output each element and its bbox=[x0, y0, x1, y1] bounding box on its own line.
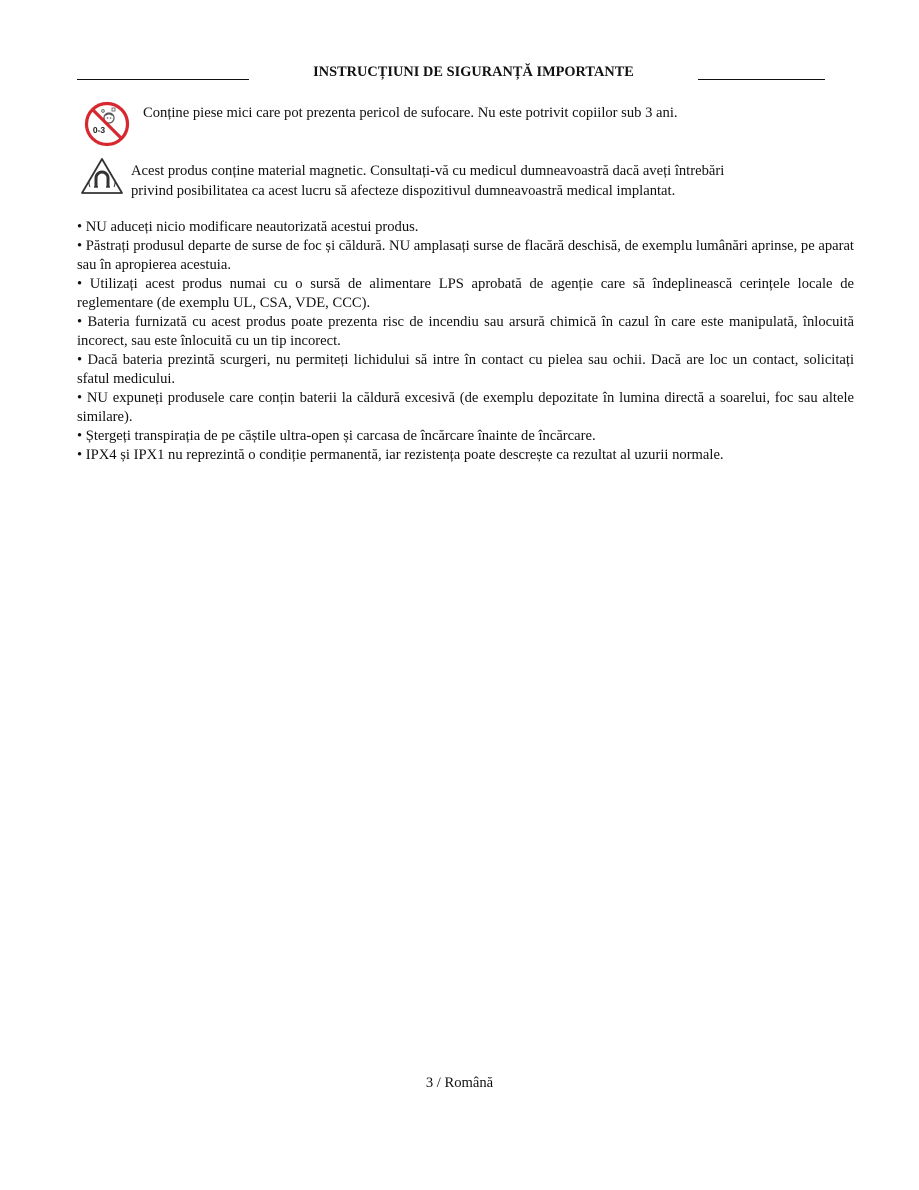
bullet-item: • NU aduceți nicio modificare neautorizată acestui produs. bbox=[77, 219, 419, 235]
page-title: INSTRUCȚIUNI DE SIGURANȚĂ IMPORTANTE bbox=[313, 64, 634, 80]
safety-bullet-list bbox=[77, 218, 854, 465]
bullet-item: • NU expuneți produsele care conțin baterii la căldură excesivă (de exemplu depozitate în lumina directă a soarelui, foc sau altele similare). bbox=[77, 390, 854, 425]
heading-rule-right bbox=[698, 79, 825, 80]
heading-rule-left bbox=[77, 79, 249, 80]
magnet-warning-line: privind posibilitatea ca acest lucru să afecteze dispozitivul dumneavoastră medical implantat. bbox=[131, 183, 676, 199]
page-number: 3 / Română bbox=[425, 1075, 494, 1091]
bullet-item: • IPX4 și IPX1 nu reprezintă o condiție permanentă, iar rezistența poate descrește ca rezultat al uzurii normale. bbox=[77, 447, 724, 463]
choking-warning-text: Conține piese mici care pot prezenta pericol de sufocare. Nu este potrivit copiilor sub 3 ani. bbox=[143, 105, 678, 121]
magnet-warning-text bbox=[131, 161, 831, 201]
choking-hazard-icon bbox=[84, 101, 130, 147]
bullet-item: • Dacă bateria prezintă scurgeri, nu permiteți lichidului să intre în contact cu pielea sau ochii. Dacă are loc un contact, solicitați sfatul medicului. bbox=[77, 352, 854, 387]
bullet-item: • Bateria furnizată cu acest produs poate prezenta risc de incendiu sau arsură chimică în cazul în care este manipulată, înlocuită incorect, sau este înlocuită cu un tip incorect. bbox=[77, 314, 854, 349]
magnet-warning-line: Acest produs conține material magnetic. Consultați-vă cu medicul dumneavoastră dacă aveți întrebări bbox=[131, 163, 725, 179]
section-heading bbox=[77, 62, 825, 82]
age-label: 0-3 bbox=[92, 125, 106, 135]
bullet-item: • Păstrați produsul departe de surse de foc și căldură. NU amplasați surse de flacără deschisă, de exemplu lumânări aprinse, pe aparat sau în apropierea acestuia. bbox=[77, 238, 854, 273]
bullet-item: • Ștergeți transpirația de pe căștile ultra-open și carcasa de încărcare înainte de încărcare. bbox=[77, 428, 596, 444]
bullet-item: • Utilizați acest produs numai cu o sursă de alimentare LPS aprobată de agenție care să îndeplinească cerințele locale de reglementare (de exemplu UL, CSA, VDE, CCC). bbox=[77, 276, 854, 311]
magnet-warning-icon bbox=[80, 157, 124, 195]
